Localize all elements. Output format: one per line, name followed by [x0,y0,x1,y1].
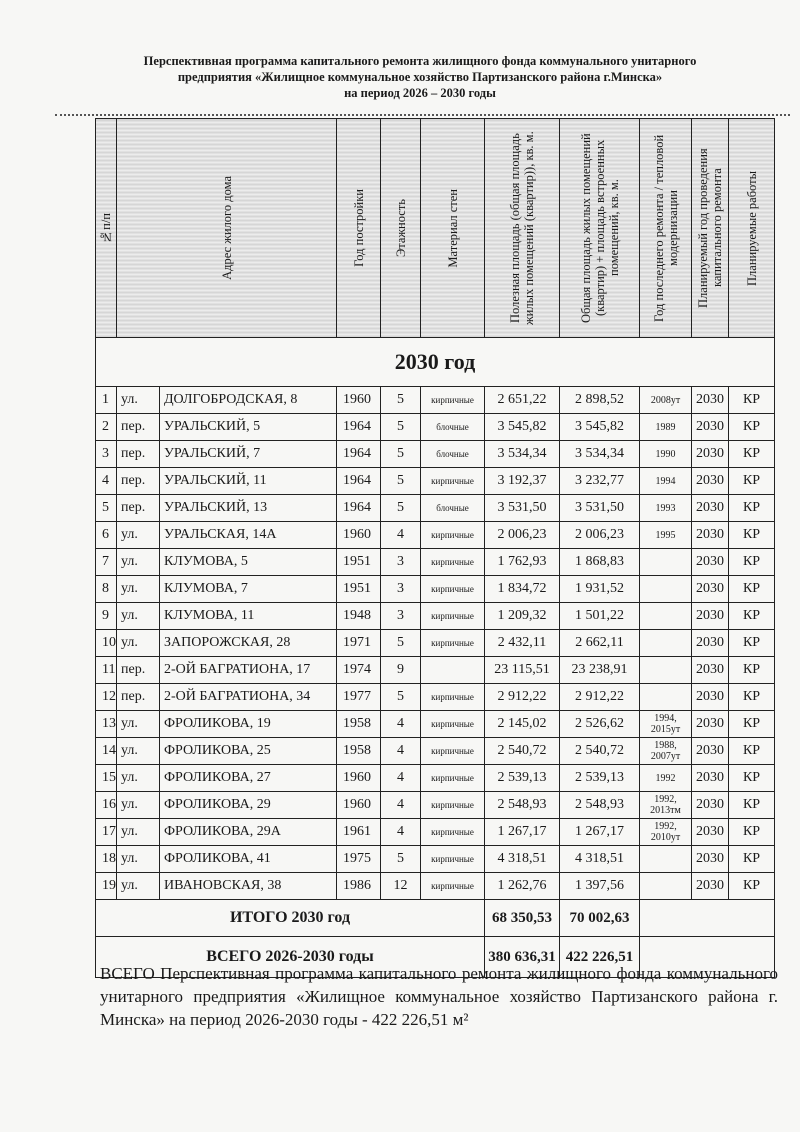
floor-count: 4 [381,819,421,846]
street-name: ЗАПОРОЖСКАЯ, 28 [160,630,337,657]
title-line-1: Перспективная программа капитального ремонта жилищного фонда коммунального унитарного [143,54,697,68]
last-repair-year [640,684,692,711]
useful-area: 23 115,51 [485,657,560,684]
year-built: 1948 [337,603,381,630]
row-number: 15 [96,765,117,792]
wall-material: блочные [421,495,485,522]
street-prefix: ул. [117,846,160,873]
street-name: 2-ОЙ БАГРАТИОНА, 34 [160,684,337,711]
table-row [96,630,775,657]
table-row [96,792,775,819]
title-line-2: предприятия «Жилищное коммунальное хозяйство Партизанского района г.Минска» [177,70,663,84]
planned-work: КР [729,711,775,738]
useful-area: 2 432,11 [485,630,560,657]
planned-year: 2030 [692,549,729,576]
wall-material: блочные [421,414,485,441]
col-header-built: Год постройки [337,119,381,338]
total-area: 2 526,62 [560,711,640,738]
document-title [100,53,740,101]
total-2030-useful: 68 350,53 [485,900,560,937]
repair-program-table [95,118,775,978]
wall-material: кирпичные [421,630,485,657]
table-row [96,765,775,792]
table-row [96,603,775,630]
title-line-3: на период 2026 – 2030 годы [344,86,496,100]
street-prefix: ул. [117,522,160,549]
street-name: ФРОЛИКОВА, 25 [160,738,337,765]
last-repair-year: 1993 [640,495,692,522]
row-number: 9 [96,603,117,630]
last-repair-year [640,576,692,603]
street-prefix: ул. [117,873,160,900]
col-header-material: Материал стен [421,119,485,338]
planned-work: КР [729,603,775,630]
planned-work: КР [729,657,775,684]
row-number: 17 [96,819,117,846]
planned-work: КР [729,819,775,846]
last-repair-year: 1992, 2013тм [640,792,692,819]
total-area: 1 397,56 [560,873,640,900]
street-name: ДОЛГОБРОДСКАЯ, 8 [160,387,337,414]
planned-year: 2030 [692,468,729,495]
year-built: 1986 [337,873,381,900]
last-repair-year: 1990 [640,441,692,468]
street-name: КЛУМОВА, 11 [160,603,337,630]
row-number: 14 [96,738,117,765]
street-prefix: ул. [117,792,160,819]
street-name: ФРОЛИКОВА, 27 [160,765,337,792]
floor-count: 5 [381,846,421,873]
last-repair-year: 1989 [640,414,692,441]
wall-material: кирпичные [421,576,485,603]
last-repair-year: 1995 [640,522,692,549]
street-name: ФРОЛИКОВА, 41 [160,846,337,873]
col-header-planned-year: Планируемый год проведения капитального ремонта [692,119,729,338]
wall-material: кирпичные [421,738,485,765]
street-prefix: пер. [117,495,160,522]
last-repair-year: 1992 [640,765,692,792]
useful-area: 1 262,76 [485,873,560,900]
useful-area: 1 209,32 [485,603,560,630]
row-number: 5 [96,495,117,522]
floor-count: 9 [381,657,421,684]
year-built: 1961 [337,819,381,846]
total-area: 23 238,91 [560,657,640,684]
floor-count: 4 [381,738,421,765]
table-row [96,468,775,495]
wall-material: кирпичные [421,549,485,576]
year-built: 1960 [337,522,381,549]
planned-year: 2030 [692,495,729,522]
planned-year: 2030 [692,630,729,657]
col-header-num: №п/п [96,119,117,338]
last-repair-year [640,630,692,657]
street-name: УРАЛЬСКИЙ, 7 [160,441,337,468]
total-area: 1 868,83 [560,549,640,576]
planned-year: 2030 [692,387,729,414]
total-area: 1 267,17 [560,819,640,846]
section-year-row [96,338,775,387]
last-repair-year: 1994, 2015ут [640,711,692,738]
useful-area: 2 539,13 [485,765,560,792]
last-repair-year [640,603,692,630]
col-header-address: Адрес жилого дома [117,119,337,338]
total-area: 2 539,13 [560,765,640,792]
planned-work: КР [729,549,775,576]
floor-count: 5 [381,441,421,468]
wall-material: кирпичные [421,387,485,414]
street-prefix: пер. [117,414,160,441]
last-repair-year [640,657,692,684]
floor-count: 5 [381,495,421,522]
total-2030-row [96,900,775,937]
useful-area: 2 540,72 [485,738,560,765]
row-number: 4 [96,468,117,495]
last-repair-year [640,846,692,873]
planned-year: 2030 [692,819,729,846]
grand-total-total: 422 226,51 [560,937,640,978]
street-name: УРАЛЬСКИЙ, 5 [160,414,337,441]
wall-material: кирпичные [421,846,485,873]
floor-count: 4 [381,711,421,738]
wall-material: кирпичные [421,765,485,792]
planned-year: 2030 [692,873,729,900]
planned-work: КР [729,873,775,900]
wall-material [421,657,485,684]
planned-work: КР [729,846,775,873]
planned-work: КР [729,792,775,819]
summary-paragraph: ВСЕГО Перспективная программа капитального ремонта жилищного фонда коммунального унитарного предприятия «Жилищное коммунальное хозяйство Партизанского района г. Минска» на период 2026-2030 годы - 422 226,51 м² [100,964,778,1029]
wall-material: кирпичные [421,711,485,738]
floor-count: 5 [381,387,421,414]
last-repair-year [640,873,692,900]
street-name: КЛУМОВА, 7 [160,576,337,603]
floor-count: 5 [381,414,421,441]
planned-work: КР [729,522,775,549]
street-prefix: пер. [117,468,160,495]
street-prefix: ул. [117,630,160,657]
street-name: КЛУМОВА, 5 [160,549,337,576]
total-area: 2 912,22 [560,684,640,711]
total-area: 3 534,34 [560,441,640,468]
planned-work: КР [729,684,775,711]
year-built: 1951 [337,549,381,576]
header-row [96,119,775,338]
street-prefix: ул. [117,387,160,414]
row-number: 13 [96,711,117,738]
table-row [96,576,775,603]
last-repair-year: 1992, 2010ут [640,819,692,846]
total-2030-total: 70 002,63 [560,900,640,937]
year-built: 1960 [337,765,381,792]
useful-area: 1 834,72 [485,576,560,603]
table-row [96,738,775,765]
street-prefix: ул. [117,765,160,792]
useful-area: 2 651,22 [485,387,560,414]
grand-total-useful: 380 636,31 [485,937,560,978]
year-built: 1977 [337,684,381,711]
wall-material: кирпичные [421,792,485,819]
planned-year: 2030 [692,522,729,549]
planned-year: 2030 [692,414,729,441]
planned-year: 2030 [692,846,729,873]
row-number: 19 [96,873,117,900]
planned-year: 2030 [692,441,729,468]
year-built: 1974 [337,657,381,684]
street-prefix: ул. [117,819,160,846]
useful-area: 1 267,17 [485,819,560,846]
table-row [96,819,775,846]
total-2030-empty [640,900,775,937]
row-number: 10 [96,630,117,657]
col-header-planned-work: Планируемые работы [729,119,775,338]
street-prefix: пер. [117,684,160,711]
last-repair-year [640,549,692,576]
planned-work: КР [729,414,775,441]
table-row [96,549,775,576]
street-prefix: ул. [117,603,160,630]
total-2030-label: ИТОГО 2030 год [96,900,485,937]
useful-area: 1 762,93 [485,549,560,576]
wall-material: кирпичные [421,684,485,711]
year-built: 1958 [337,711,381,738]
planned-year: 2030 [692,765,729,792]
section-year: 2030 год [96,338,775,387]
floor-count: 5 [381,684,421,711]
year-built: 1958 [337,738,381,765]
row-number: 3 [96,441,117,468]
year-built: 1964 [337,468,381,495]
col-header-useful-area: Полезная площадь (общая площадь жилых помещений (квартир)), кв. м. [485,119,560,338]
planned-year: 2030 [692,711,729,738]
street-name: ФРОЛИКОВА, 29А [160,819,337,846]
floor-count: 5 [381,630,421,657]
year-built: 1960 [337,792,381,819]
street-name: ФРОЛИКОВА, 29 [160,792,337,819]
planned-year: 2030 [692,576,729,603]
last-repair-year: 1988, 2007ут [640,738,692,765]
street-prefix: ул. [117,576,160,603]
row-number: 18 [96,846,117,873]
total-area: 3 545,82 [560,414,640,441]
table-body [96,387,775,900]
row-number: 11 [96,657,117,684]
row-number: 12 [96,684,117,711]
year-built: 1964 [337,441,381,468]
useful-area: 2 006,23 [485,522,560,549]
floor-count: 5 [381,468,421,495]
street-name: ИВАНОВСКАЯ, 38 [160,873,337,900]
street-name: УРАЛЬСКИЙ, 11 [160,468,337,495]
total-area: 4 318,51 [560,846,640,873]
useful-area: 2 548,93 [485,792,560,819]
last-repair-year: 1994 [640,468,692,495]
wall-material: кирпичные [421,819,485,846]
row-number: 1 [96,387,117,414]
table-row [96,414,775,441]
table-row [96,441,775,468]
planned-work: КР [729,387,775,414]
table-row [96,387,775,414]
useful-area: 3 545,82 [485,414,560,441]
floor-count: 4 [381,522,421,549]
planned-year: 2030 [692,603,729,630]
row-number: 6 [96,522,117,549]
table-row [96,657,775,684]
row-number: 8 [96,576,117,603]
year-built: 1951 [337,576,381,603]
floor-count: 3 [381,603,421,630]
useful-area: 4 318,51 [485,846,560,873]
useful-area: 3 192,37 [485,468,560,495]
total-area: 2 662,11 [560,630,640,657]
total-area: 1 501,22 [560,603,640,630]
useful-area: 3 534,34 [485,441,560,468]
col-header-last-repair: Год последнего ремонта / тепловой модернизации [640,119,692,338]
total-area: 3 531,50 [560,495,640,522]
col-header-total-area: Общая площадь жилых помещений (квартир) + площадь встроенных помещений, кв. м. [560,119,640,338]
floor-count: 12 [381,873,421,900]
total-area: 2 540,72 [560,738,640,765]
total-area: 3 232,77 [560,468,640,495]
planned-year: 2030 [692,684,729,711]
street-prefix: ул. [117,711,160,738]
year-built: 1975 [337,846,381,873]
wall-material: кирпичные [421,468,485,495]
floor-count: 3 [381,576,421,603]
useful-area: 2 912,22 [485,684,560,711]
total-area: 1 931,52 [560,576,640,603]
street-prefix: пер. [117,441,160,468]
table-row [96,522,775,549]
useful-area: 3 531,50 [485,495,560,522]
total-area: 2 548,93 [560,792,640,819]
table-row [96,873,775,900]
useful-area: 2 145,02 [485,711,560,738]
table-row [96,711,775,738]
planned-work: КР [729,495,775,522]
planned-year: 2030 [692,738,729,765]
street-prefix: пер. [117,657,160,684]
street-name: 2-ОЙ БАГРАТИОНА, 17 [160,657,337,684]
planned-year: 2030 [692,657,729,684]
row-number: 16 [96,792,117,819]
year-built: 1971 [337,630,381,657]
table-row [96,684,775,711]
planned-work: КР [729,576,775,603]
header-divider [55,114,790,116]
last-repair-year: 2008ут [640,387,692,414]
street-name: УРАЛЬСКИЙ, 13 [160,495,337,522]
total-area: 2 006,23 [560,522,640,549]
wall-material: кирпичные [421,873,485,900]
table-row [96,495,775,522]
planned-work: КР [729,441,775,468]
row-number: 7 [96,549,117,576]
street-name: ФРОЛИКОВА, 19 [160,711,337,738]
wall-material: блочные [421,441,485,468]
row-number: 2 [96,414,117,441]
street-prefix: ул. [117,549,160,576]
floor-count: 4 [381,792,421,819]
col-header-floors: Этажность [381,119,421,338]
planned-work: КР [729,630,775,657]
planned-year: 2030 [692,792,729,819]
wall-material: кирпичные [421,522,485,549]
street-prefix: ул. [117,738,160,765]
wall-material: кирпичные [421,603,485,630]
planned-work: КР [729,738,775,765]
total-area: 2 898,52 [560,387,640,414]
year-built: 1964 [337,495,381,522]
planned-work: КР [729,468,775,495]
floor-count: 3 [381,549,421,576]
grand-total-label: ВСЕГО 2026-2030 годы [96,937,485,978]
planned-work: КР [729,765,775,792]
year-built: 1960 [337,387,381,414]
street-name: УРАЛЬСКАЯ, 14А [160,522,337,549]
floor-count: 4 [381,765,421,792]
table-row [96,846,775,873]
year-built: 1964 [337,414,381,441]
